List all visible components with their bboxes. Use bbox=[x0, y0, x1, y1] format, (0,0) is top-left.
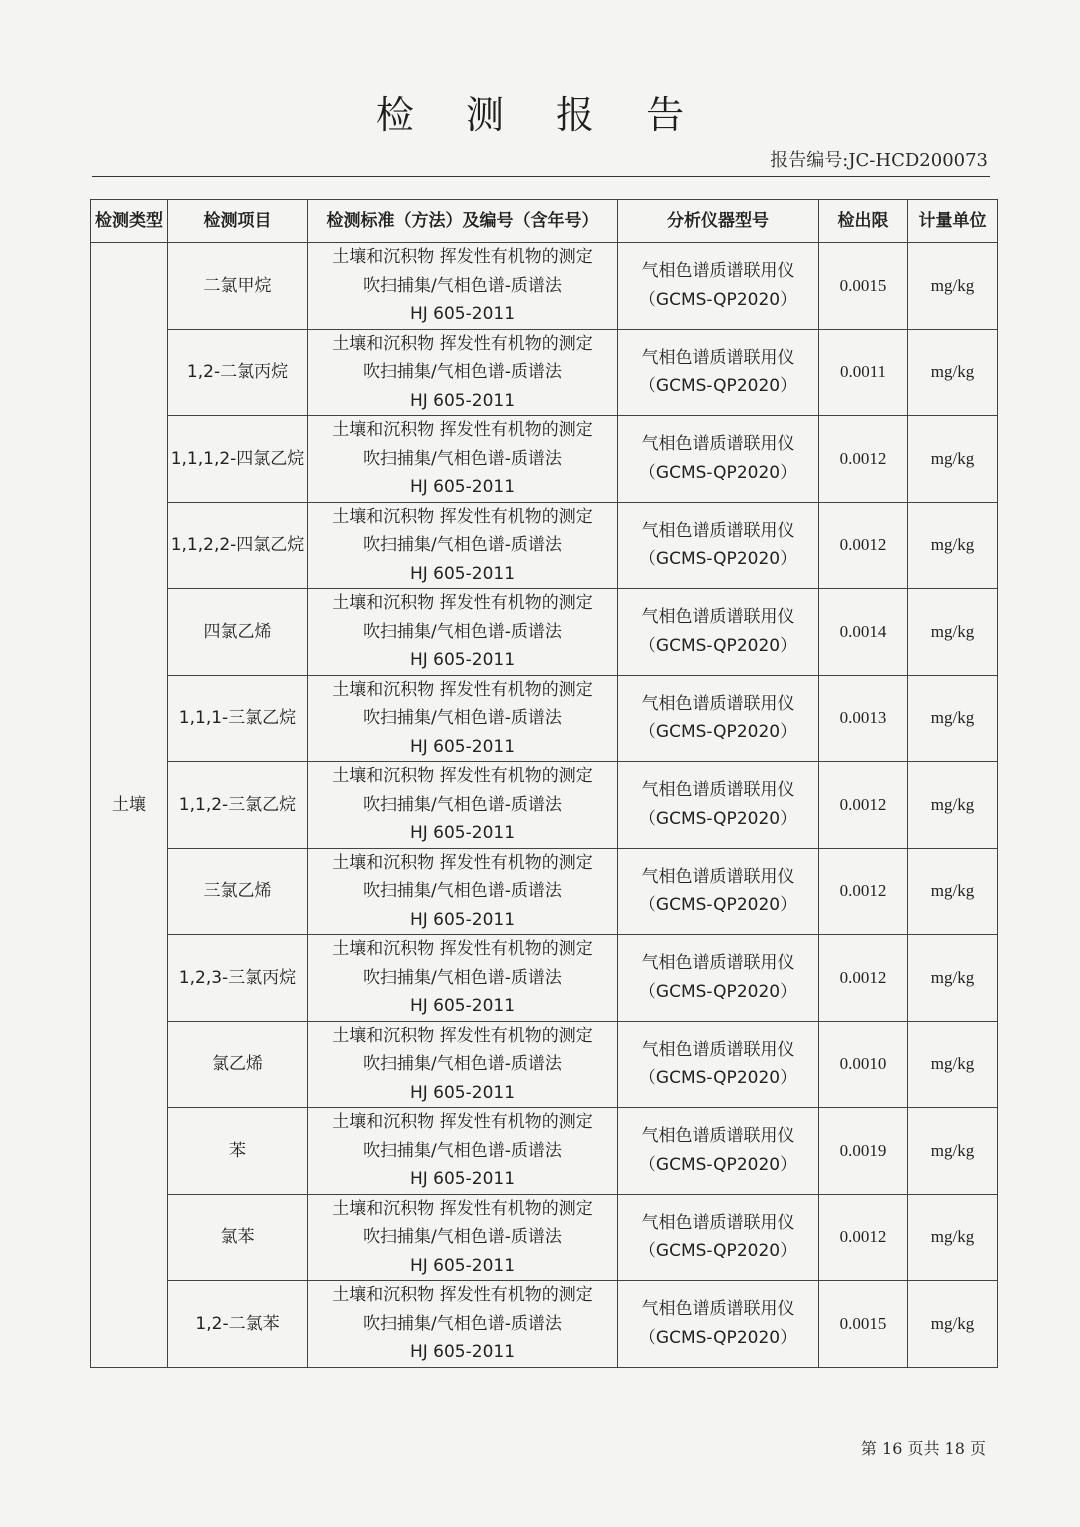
page-footer: 第 16 页共 18 页 bbox=[860, 1439, 986, 1458]
instrument-line2: （GCMS-QP2020） bbox=[638, 1154, 798, 1175]
table-row bbox=[91, 762, 998, 849]
method-line2: 吹扫捕集/气相色谱-质谱法 bbox=[363, 794, 562, 815]
instrument-line2: （GCMS-QP2020） bbox=[638, 895, 798, 916]
method-line2: 吹扫捕集/气相色谱-质谱法 bbox=[363, 1140, 562, 1161]
instrument-line1: 气相色谱质谱联用仪 bbox=[641, 261, 795, 282]
method-line3: HJ 605-2011 bbox=[409, 1342, 516, 1362]
item-cell: 1,2,3-三氯丙烷 bbox=[168, 935, 308, 1022]
item-cell: 1,1,2,2-四氯乙烷 bbox=[168, 502, 308, 589]
instrument-line2: （GCMS-QP2020） bbox=[638, 635, 798, 656]
instrument-line1: 气相色谱质谱联用仪 bbox=[641, 780, 795, 801]
method-cell bbox=[308, 1108, 618, 1195]
instrument-line1: 气相色谱质谱联用仪 bbox=[641, 347, 795, 368]
limit-cell: 0.0011 bbox=[819, 329, 908, 416]
table-row bbox=[91, 243, 998, 330]
method-line3: HJ 605-2011 bbox=[409, 996, 516, 1016]
method-line3: HJ 605-2011 bbox=[409, 477, 516, 497]
method-cell bbox=[308, 675, 618, 762]
method-line2: 吹扫捕集/气相色谱-质谱法 bbox=[363, 535, 562, 555]
method-cell bbox=[308, 502, 618, 589]
limit-cell: 0.0012 bbox=[819, 416, 908, 503]
header-instrument: 分析仪器型号 bbox=[618, 200, 819, 243]
instrument-line1: 气相色谱质谱联用仪 bbox=[641, 520, 795, 541]
instrument-line2: （GCMS-QP2020） bbox=[638, 808, 798, 829]
unit-cell: mg/kg bbox=[908, 416, 998, 503]
instrument-cell bbox=[618, 848, 819, 935]
method-line1: 土壤和沉积物 挥发性有机物的测定 bbox=[332, 593, 593, 613]
method-line3: HJ 605-2011 bbox=[409, 304, 516, 324]
table-row bbox=[91, 1108, 998, 1195]
instrument-line2: （GCMS-QP2020） bbox=[638, 722, 798, 743]
instrument-line2: （GCMS-QP2020） bbox=[638, 289, 798, 310]
table-row bbox=[91, 1194, 998, 1281]
limit-cell: 0.0012 bbox=[819, 502, 908, 589]
instrument-cell bbox=[618, 1108, 819, 1195]
method-line2: 吹扫捕集/气相色谱-质谱法 bbox=[363, 1054, 562, 1074]
instrument-line2: （GCMS-QP2020） bbox=[638, 462, 798, 483]
instrument-line2: （GCMS-QP2020） bbox=[638, 1068, 798, 1089]
limit-cell: 0.0015 bbox=[819, 243, 908, 330]
item-cell: 1,1,1,2-四氯乙烷 bbox=[168, 416, 308, 503]
instrument-line1: 气相色谱质谱联用仪 bbox=[641, 866, 795, 887]
method-line1: 土壤和沉积物 挥发性有机物的测定 bbox=[332, 766, 593, 786]
method-line2: 吹扫捕集/气相色谱-质谱法 bbox=[363, 621, 562, 642]
table-row bbox=[91, 1281, 998, 1368]
method-cell bbox=[308, 1021, 618, 1108]
method-line3: HJ 605-2011 bbox=[409, 1169, 516, 1189]
unit-cell: mg/kg bbox=[908, 675, 998, 762]
method-line1: 土壤和沉积物 挥发性有机物的测定 bbox=[332, 679, 593, 700]
instrument-cell bbox=[618, 675, 819, 762]
instrument-line2: （GCMS-QP2020） bbox=[638, 1241, 798, 1262]
instrument-line1: 气相色谱质谱联用仪 bbox=[641, 953, 795, 974]
method-line1: 土壤和沉积物 挥发性有机物的测定 bbox=[332, 1198, 593, 1219]
method-line2: 吹扫捕集/气相色谱-质谱法 bbox=[363, 1227, 562, 1247]
limit-cell: 0.0010 bbox=[819, 1021, 908, 1108]
unit-cell: mg/kg bbox=[908, 243, 998, 330]
method-line3: HJ 605-2011 bbox=[409, 909, 516, 930]
method-line3: HJ 605-2011 bbox=[409, 823, 516, 843]
method-cell bbox=[308, 762, 618, 849]
limit-cell: 0.0012 bbox=[819, 848, 908, 935]
instrument-line1: 气相色谱质谱联用仪 bbox=[641, 607, 795, 628]
method-line1: 土壤和沉积物 挥发性有机物的测定 bbox=[332, 1112, 593, 1132]
header-method: 检测标准（方法）及编号（含年号） bbox=[308, 200, 618, 243]
instrument-line2: （GCMS-QP2020） bbox=[638, 1327, 798, 1348]
instrument-line1: 气相色谱质谱联用仪 bbox=[641, 434, 795, 455]
item-cell: 苯 bbox=[168, 1108, 308, 1195]
limit-cell: 0.0012 bbox=[819, 935, 908, 1022]
unit-cell: mg/kg bbox=[908, 329, 998, 416]
unit-cell: mg/kg bbox=[908, 935, 998, 1022]
method-cell bbox=[308, 848, 618, 935]
method-line1: 土壤和沉积物 挥发性有机物的测定 bbox=[332, 939, 593, 959]
header-limit: 检出限 bbox=[819, 200, 908, 243]
method-line3: HJ 605-2011 bbox=[409, 1255, 516, 1276]
instrument-cell bbox=[618, 589, 819, 676]
method-line1: 土壤和沉积物 挥发性有机物的测定 bbox=[332, 420, 593, 440]
method-line3: HJ 605-2011 bbox=[409, 650, 516, 670]
instrument-cell bbox=[618, 416, 819, 503]
item-cell: 1,1,1-三氯乙烷 bbox=[168, 675, 308, 762]
limit-cell: 0.0012 bbox=[819, 762, 908, 849]
limit-cell: 0.0012 bbox=[819, 1194, 908, 1281]
table-header-row bbox=[91, 200, 998, 243]
table-row bbox=[91, 675, 998, 762]
unit-cell: mg/kg bbox=[908, 589, 998, 676]
item-cell: 三氯乙烯 bbox=[168, 848, 308, 935]
method-cell bbox=[308, 243, 618, 330]
instrument-cell bbox=[618, 329, 819, 416]
item-cell: 二氯甲烷 bbox=[168, 243, 308, 330]
unit-cell: mg/kg bbox=[908, 848, 998, 935]
unit-cell: mg/kg bbox=[908, 1108, 998, 1195]
table-row bbox=[91, 935, 998, 1022]
method-line3: HJ 605-2011 bbox=[409, 736, 516, 757]
limit-cell: 0.0013 bbox=[819, 675, 908, 762]
table-row bbox=[91, 502, 998, 589]
method-line1: 土壤和沉积物 挥发性有机物的测定 bbox=[332, 1285, 593, 1305]
method-line3: HJ 605-2011 bbox=[409, 563, 516, 584]
method-line3: HJ 605-2011 bbox=[409, 390, 516, 411]
header-unit: 计量单位 bbox=[908, 200, 998, 243]
limit-cell: 0.0014 bbox=[819, 589, 908, 676]
method-line1: 土壤和沉积物 挥发性有机物的测定 bbox=[332, 1025, 593, 1046]
instrument-cell bbox=[618, 243, 819, 330]
unit-cell: mg/kg bbox=[908, 1021, 998, 1108]
item-cell: 氯苯 bbox=[168, 1194, 308, 1281]
method-line1: 土壤和沉积物 挥发性有机物的测定 bbox=[332, 247, 593, 267]
item-cell: 四氯乙烯 bbox=[168, 589, 308, 676]
instrument-line1: 气相色谱质谱联用仪 bbox=[641, 1126, 795, 1147]
method-line2: 吹扫捕集/气相色谱-质谱法 bbox=[363, 708, 562, 728]
item-cell: 1,2-二氯丙烷 bbox=[168, 329, 308, 416]
method-cell bbox=[308, 329, 618, 416]
table-row bbox=[91, 589, 998, 676]
report-number: 报告编号:JC-HCD200073 bbox=[770, 150, 988, 171]
page-title: 检 测 报 告 bbox=[375, 93, 705, 137]
table-row bbox=[91, 848, 998, 935]
table-body bbox=[91, 243, 998, 1368]
instrument-cell bbox=[618, 935, 819, 1022]
item-cell: 1,2-二氯苯 bbox=[168, 1281, 308, 1368]
limit-cell: 0.0019 bbox=[819, 1108, 908, 1195]
table-row bbox=[91, 329, 998, 416]
method-line2: 吹扫捕集/气相色谱-质谱法 bbox=[363, 1313, 562, 1334]
instrument-line1: 气相色谱质谱联用仪 bbox=[641, 1212, 795, 1233]
table-row bbox=[91, 1021, 998, 1108]
item-cell: 氯乙烯 bbox=[168, 1021, 308, 1108]
instrument-cell bbox=[618, 502, 819, 589]
method-cell bbox=[308, 416, 618, 503]
table-row bbox=[91, 416, 998, 503]
unit-cell: mg/kg bbox=[908, 762, 998, 849]
method-line2: 吹扫捕集/气相色谱-质谱法 bbox=[363, 967, 562, 988]
header-divider bbox=[92, 176, 990, 177]
method-line2: 吹扫捕集/气相色谱-质谱法 bbox=[363, 881, 562, 901]
method-line1: 土壤和沉积物 挥发性有机物的测定 bbox=[332, 852, 593, 873]
results-table bbox=[90, 199, 998, 1368]
instrument-cell bbox=[618, 762, 819, 849]
instrument-cell bbox=[618, 1281, 819, 1368]
instrument-line1: 气相色谱质谱联用仪 bbox=[641, 1039, 795, 1060]
method-cell bbox=[308, 1281, 618, 1368]
method-line2: 吹扫捕集/气相色谱-质谱法 bbox=[363, 362, 562, 382]
instrument-line2: （GCMS-QP2020） bbox=[638, 981, 798, 1002]
method-line2: 吹扫捕集/气相色谱-质谱法 bbox=[363, 448, 562, 469]
item-cell: 1,1,2-三氯乙烷 bbox=[168, 762, 308, 849]
instrument-line1: 气相色谱质谱联用仪 bbox=[641, 1299, 795, 1320]
header-type: 检测类型 bbox=[91, 200, 168, 243]
type-cell: 土壤 bbox=[91, 243, 168, 1368]
method-line1: 土壤和沉积物 挥发性有机物的测定 bbox=[332, 506, 593, 527]
unit-cell: mg/kg bbox=[908, 1281, 998, 1368]
method-cell bbox=[308, 589, 618, 676]
unit-cell: mg/kg bbox=[908, 1194, 998, 1281]
method-cell bbox=[308, 935, 618, 1022]
method-cell bbox=[308, 1194, 618, 1281]
limit-cell: 0.0015 bbox=[819, 1281, 908, 1368]
instrument-line1: 气相色谱质谱联用仪 bbox=[641, 693, 795, 714]
unit-cell: mg/kg bbox=[908, 502, 998, 589]
method-line2: 吹扫捕集/气相色谱-质谱法 bbox=[363, 275, 562, 296]
instrument-cell bbox=[618, 1021, 819, 1108]
method-line3: HJ 605-2011 bbox=[409, 1082, 516, 1103]
header-item: 检测项目 bbox=[168, 200, 308, 243]
instrument-line2: （GCMS-QP2020） bbox=[638, 376, 798, 397]
instrument-line2: （GCMS-QP2020） bbox=[638, 549, 798, 570]
method-line1: 土壤和沉积物 挥发性有机物的测定 bbox=[332, 333, 593, 354]
instrument-cell bbox=[618, 1194, 819, 1281]
